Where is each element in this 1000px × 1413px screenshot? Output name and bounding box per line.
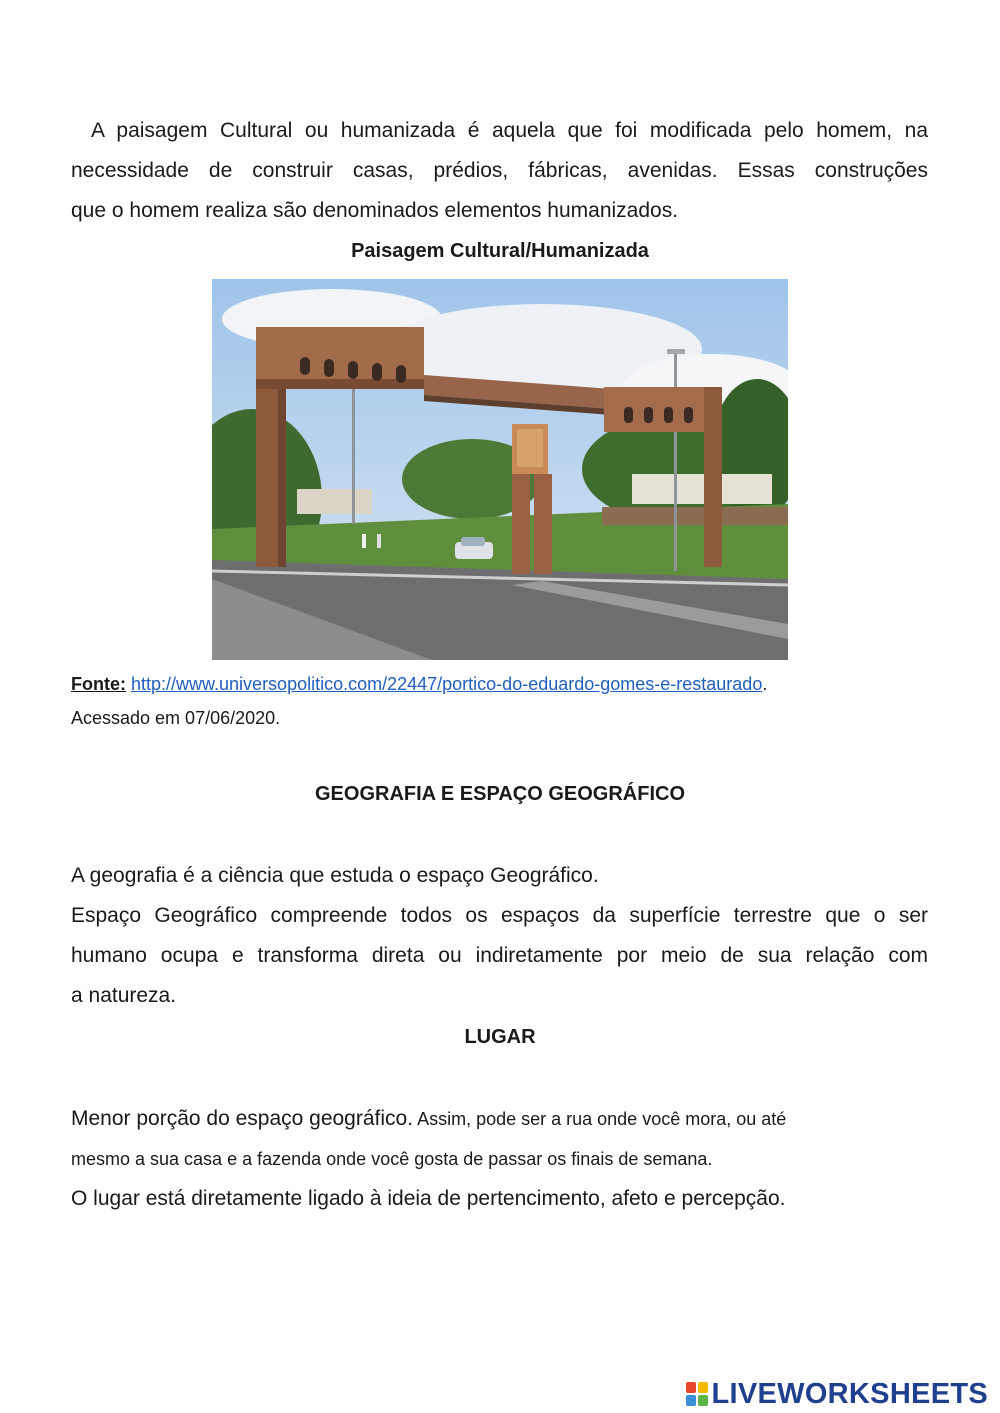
figure-title: Paisagem Cultural/Humanizada — [351, 240, 649, 262]
source-link[interactable]: http://www.universopolitico.com/22447/portico-do-eduardo-gomes-e-restaurado — [131, 674, 763, 694]
portico-photo — [212, 279, 788, 660]
geografia-body — [71, 856, 928, 1016]
intro-paragraph — [71, 111, 928, 231]
liveworksheets-logo — [686, 1378, 989, 1410]
lugar-lead-small: Assim, pode ser a rua onde você mora, ou até — [413, 1109, 787, 1129]
accessed-date: Acessado em 07/06/2020. — [71, 708, 281, 728]
geografia-line-1: A geografia é a ciência que estuda o espaço Geográfico. — [71, 864, 599, 887]
lugar-line-1 — [71, 1099, 941, 1139]
lugar-body — [71, 1099, 941, 1219]
source-link-period: . — [762, 674, 768, 694]
lugar-heading: LUGAR — [464, 1026, 536, 1048]
figure-source — [71, 672, 767, 696]
lugar-line-2: mesmo a sua casa e a fazenda onde você gosta de passar os finais de semana. — [71, 1149, 713, 1169]
geografia-para-line-1: Espaço Geográfico compreende todos os espaços da superfície terrestre que o ser — [71, 904, 928, 927]
brand-name: LIVEWORKSHEETS — [711, 1378, 988, 1410]
geografia-heading: GEOGRAFIA E ESPAÇO GEOGRÁFICO — [314, 783, 686, 805]
geografia-para-line-2: humano ocupa e transforma direta ou indiretamente por meio de sua relação com — [71, 944, 928, 967]
intro-line-2: necessidade de construir casas, prédios, fábricas, avenidas. Essas construções — [71, 159, 928, 182]
lugar-line-3: O lugar está diretamente ligado à ideia de pertencimento, afeto e percepção. — [71, 1187, 786, 1210]
fonte-label: Fonte: — [71, 674, 126, 694]
lugar-lead-large: Menor porção do espaço geográfico. — [71, 1107, 414, 1130]
logo-tiles-icon — [686, 1382, 708, 1406]
intro-line-1: A paisagem Cultural ou humanizada é aquela que foi modificada pelo homem, na — [91, 119, 928, 142]
geografia-para-line-3: a natureza. — [71, 984, 177, 1007]
intro-line-3: que o homem realiza são denominados elementos humanizados. — [71, 199, 679, 222]
